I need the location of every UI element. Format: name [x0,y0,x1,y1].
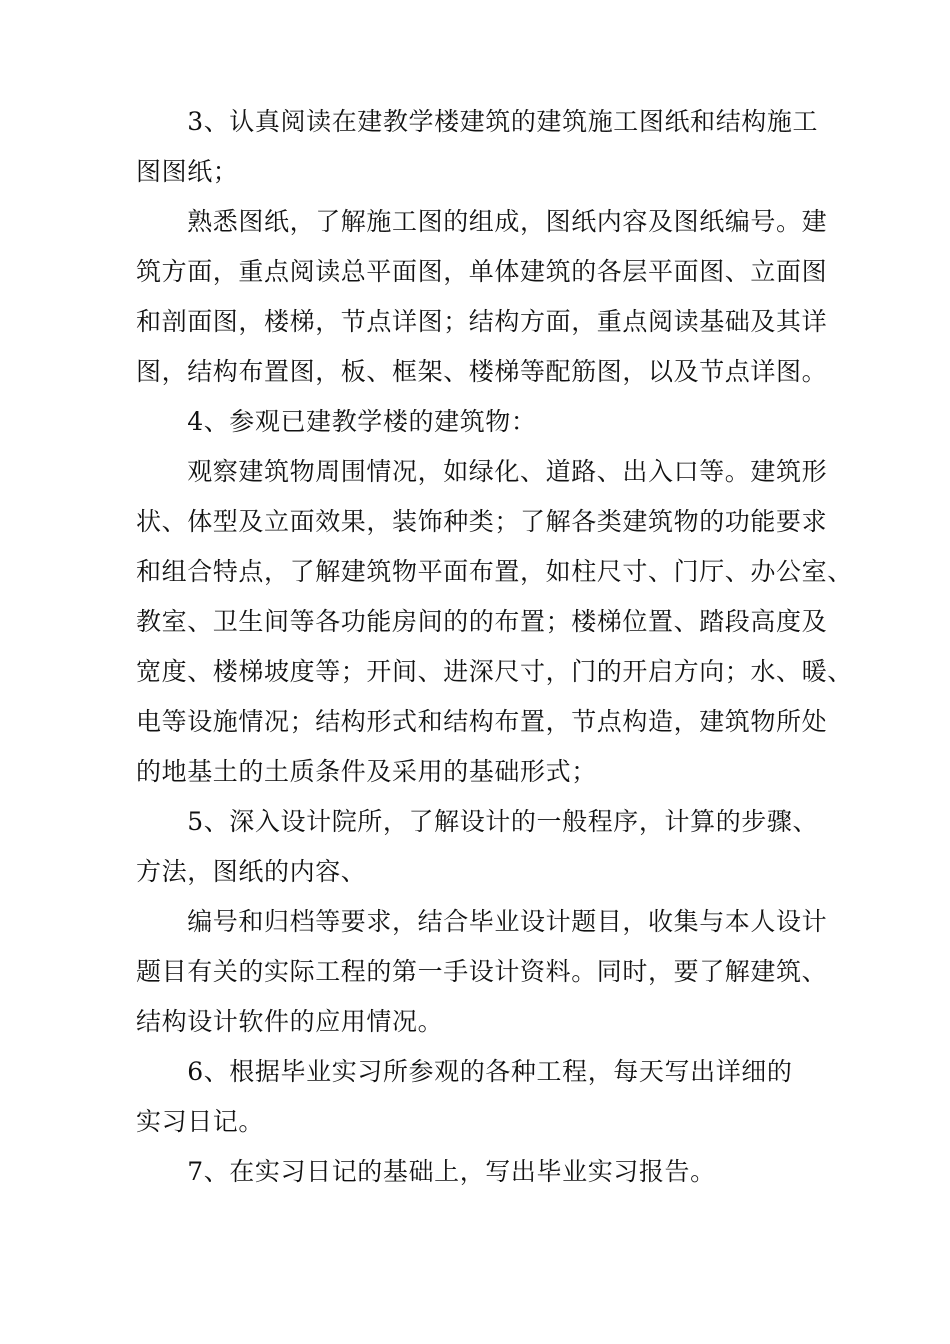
document-body [136,97,853,1197]
paragraph-line: 教室、卫生间等各功能房间的的布置；楼梯位置、踏段高度及 [136,607,828,636]
paragraph-line: 观察建筑物周围情况，如绿化、道路、出入口等。建筑形 [136,457,828,486]
item-6-line-2: 实习日记。 [136,1107,265,1136]
item-5-line-2: 方法，图纸的内容、 [136,857,367,886]
paragraph-line: 和剖面图，楼梯，节点详图；结构方面，重点阅读基础及其详 [136,307,828,336]
item-3-line-2: 图图纸； [136,157,239,186]
paragraph-line: 结构设计软件的应用情况。 [136,1007,444,1036]
paragraph-line: 筑方面，重点阅读总平面图，单体建筑的各层平面图、立面图 [136,257,828,286]
paragraph-line: 电等设施情况；结构形式和结构布置，节点构造，建筑物所处 [136,707,828,736]
item-3-line-1: 3、认真阅读在建教学楼建筑的建筑施工图纸和结构施工 [136,107,819,136]
paragraph-line: 状、体型及立面效果，装饰种类；了解各类建筑物的功能要求 [136,507,828,536]
item-5-line-1: 5、深入设计院所，了解设计的一般程序，计算的步骤、 [136,807,819,836]
paragraph-line: 和组合特点，了解建筑物平面布置，如柱尺寸、门厅、办公室、 [136,557,853,586]
paragraph-line: 的地基土的土质条件及采用的基础形式； [136,757,597,786]
paragraph-line: 编号和归档等要求，结合毕业设计题目，收集与本人设计 [136,907,828,936]
paragraph-line: 熟悉图纸，了解施工图的组成，图纸内容及图纸编号。建 [136,207,828,236]
paragraph-line: 题目有关的实际工程的第一手设计资料。同时，要了解建筑、 [136,957,828,986]
paragraph-line: 宽度、楼梯坡度等；开间、进深尺寸，门的开启方向；水、暖、 [136,657,853,686]
paragraph-line: 图，结构布置图，板、框架、楼梯等配筋图，以及节点详图。 [136,357,828,386]
item-7-line: 7、在实习日记的基础上，写出毕业实习报告。 [136,1157,716,1186]
item-4-line: 4、参观已建教学楼的建筑物： [136,407,537,436]
item-6-line-1: 6、根据毕业实习所参观的各种工程，每天写出详细的 [136,1057,793,1086]
